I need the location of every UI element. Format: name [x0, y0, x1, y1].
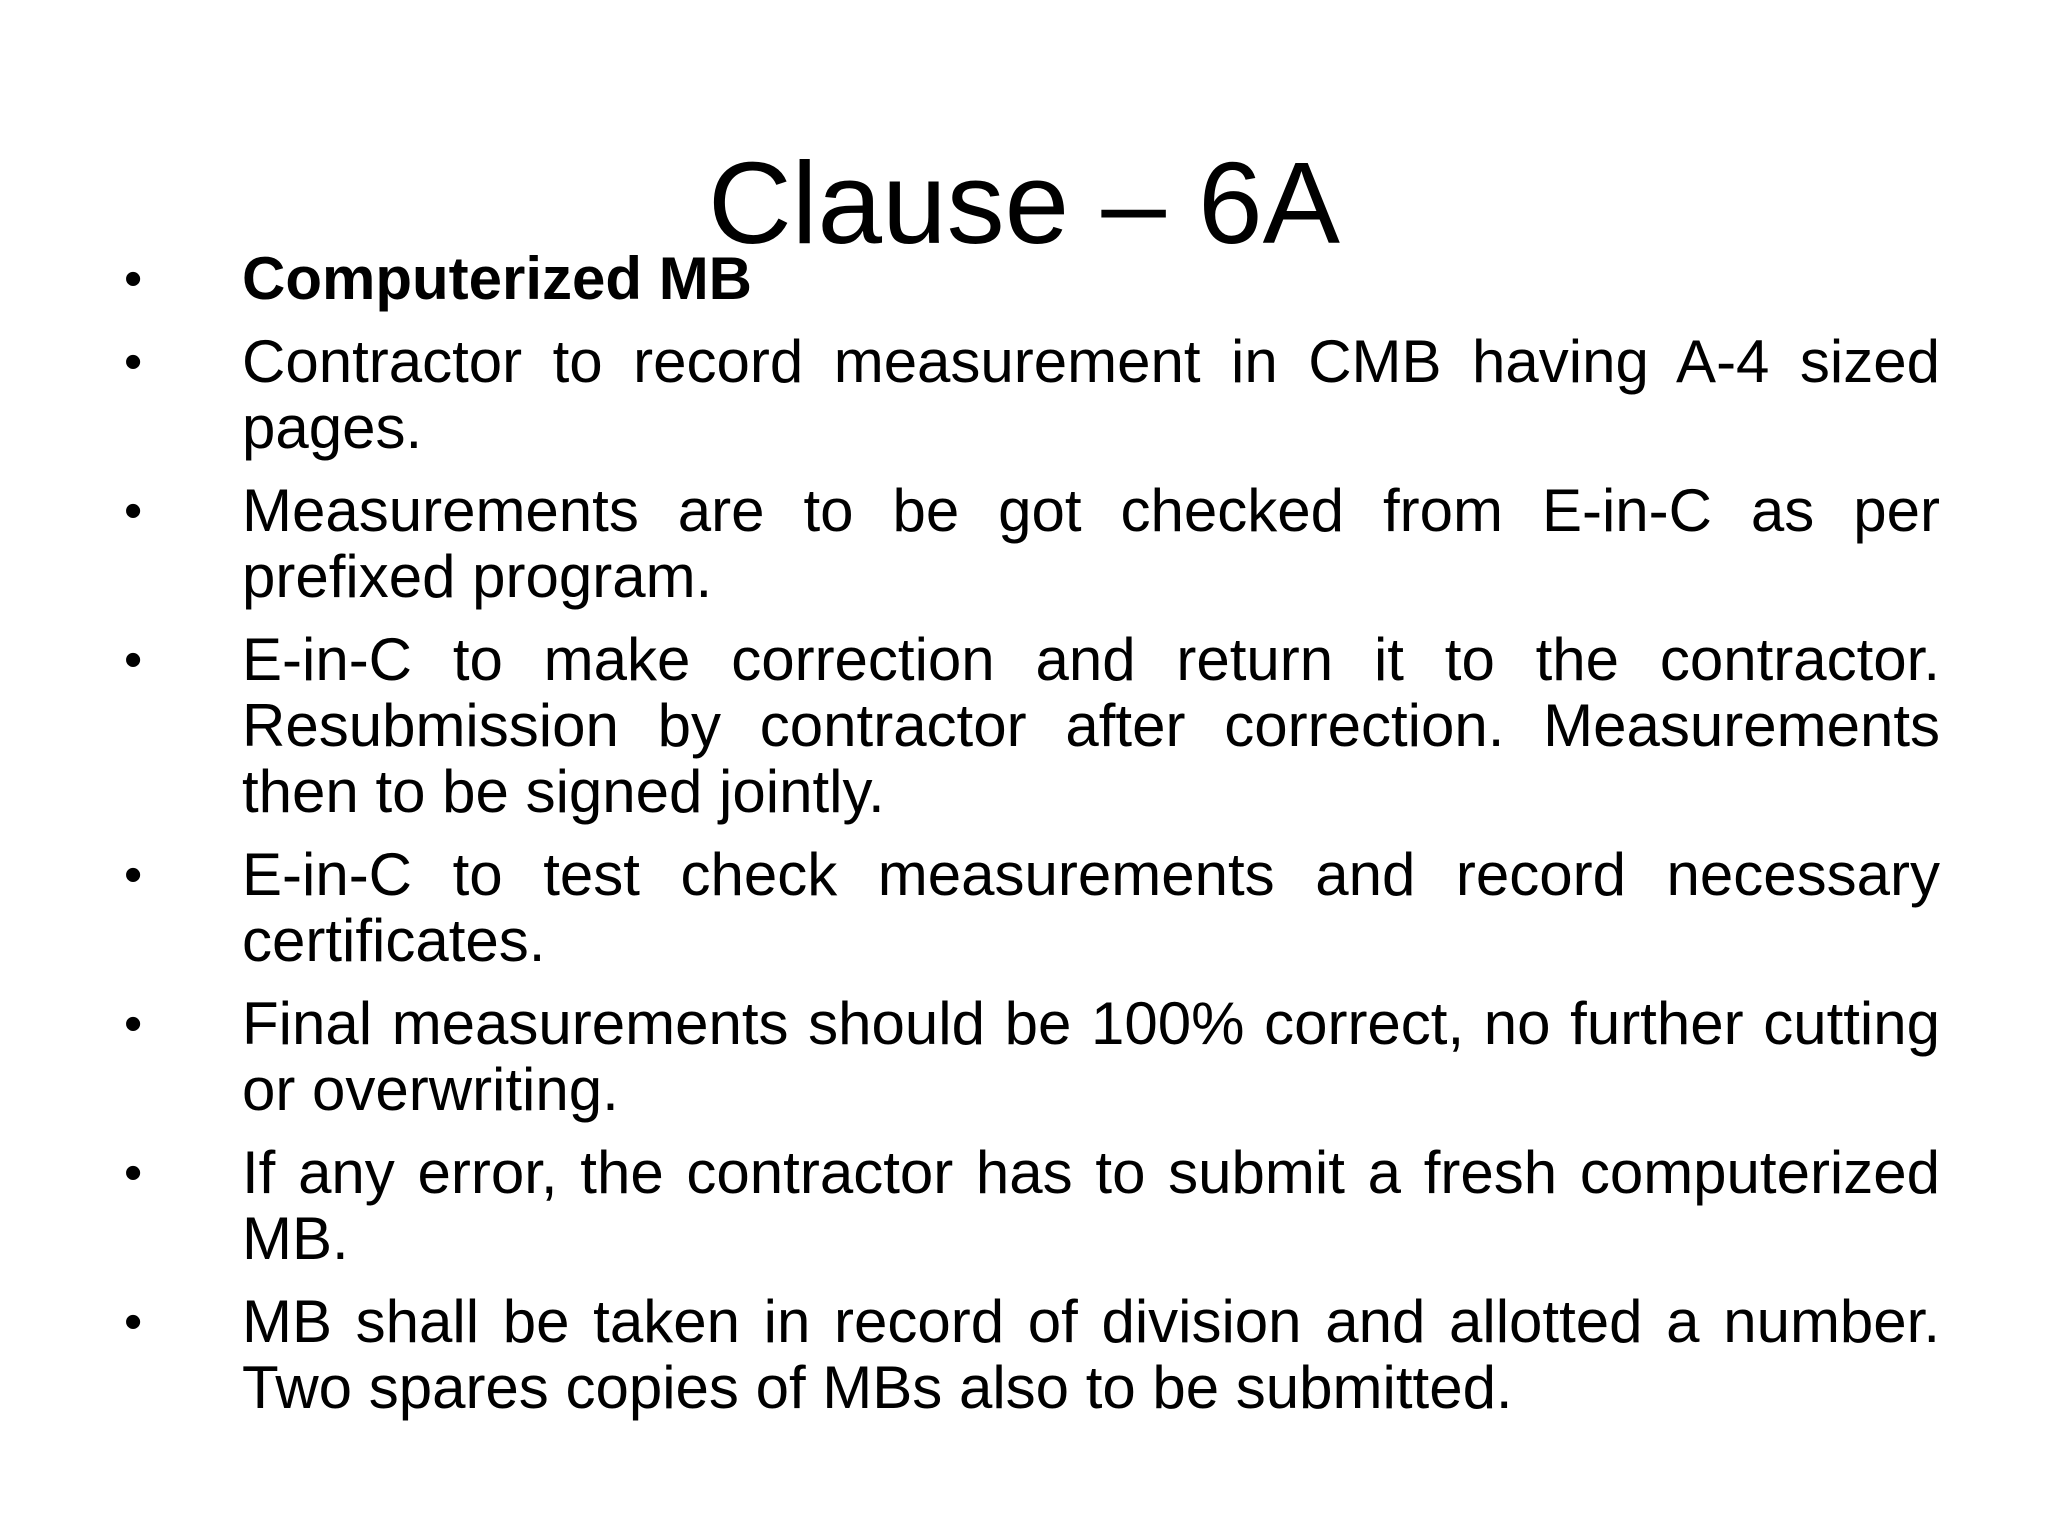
bullet-list: [120, 246, 1940, 1438]
bullet-dot-icon: •: [124, 250, 143, 308]
bullet-text: E-in-C to make correction and return it to the contractor. Resubmission by contractor after correction. Measurements then to be signed jointly.: [242, 626, 1940, 825]
bullet-dot-icon: •: [124, 1144, 143, 1202]
bullet-text: MB shall be taken in record of division and allotted a number. Two spares copies of MBs also to be submitted.: [242, 1288, 1940, 1421]
bullet-dot-icon: •: [124, 1293, 143, 1351]
bullet-item: [120, 1289, 1940, 1421]
bullet-dot-icon: •: [124, 846, 143, 904]
bullet-dot-icon: •: [124, 482, 143, 540]
bullet-text: If any error, the contractor has to submit a fresh computerized MB.: [242, 1139, 1940, 1272]
bullet-text: Measurements are to be got checked from E-in-C as per prefixed program.: [242, 477, 1940, 610]
bullet-item: [120, 478, 1940, 610]
bullet-item: [120, 246, 1940, 312]
bullet-text: E-in-C to test check measurements and record necessary certificates.: [242, 841, 1940, 974]
bullet-item: [120, 1140, 1940, 1272]
bullet-dot-icon: •: [124, 333, 143, 391]
bullet-item: [120, 991, 1940, 1123]
bullet-item: [120, 627, 1940, 825]
bullet-text-heading: Computerized MB: [242, 245, 752, 312]
bullet-dot-icon: •: [124, 631, 143, 689]
bullet-item: [120, 329, 1940, 461]
bullet-text: Contractor to record measurement in CMB having A-4 sized pages.: [242, 328, 1940, 461]
bullet-item: [120, 842, 1940, 974]
slide-title: Clause – 6A: [708, 138, 1340, 268]
bullet-text: Final measurements should be 100% correct, no further cutting or overwriting.: [242, 990, 1940, 1123]
bullet-dot-icon: •: [124, 995, 143, 1053]
